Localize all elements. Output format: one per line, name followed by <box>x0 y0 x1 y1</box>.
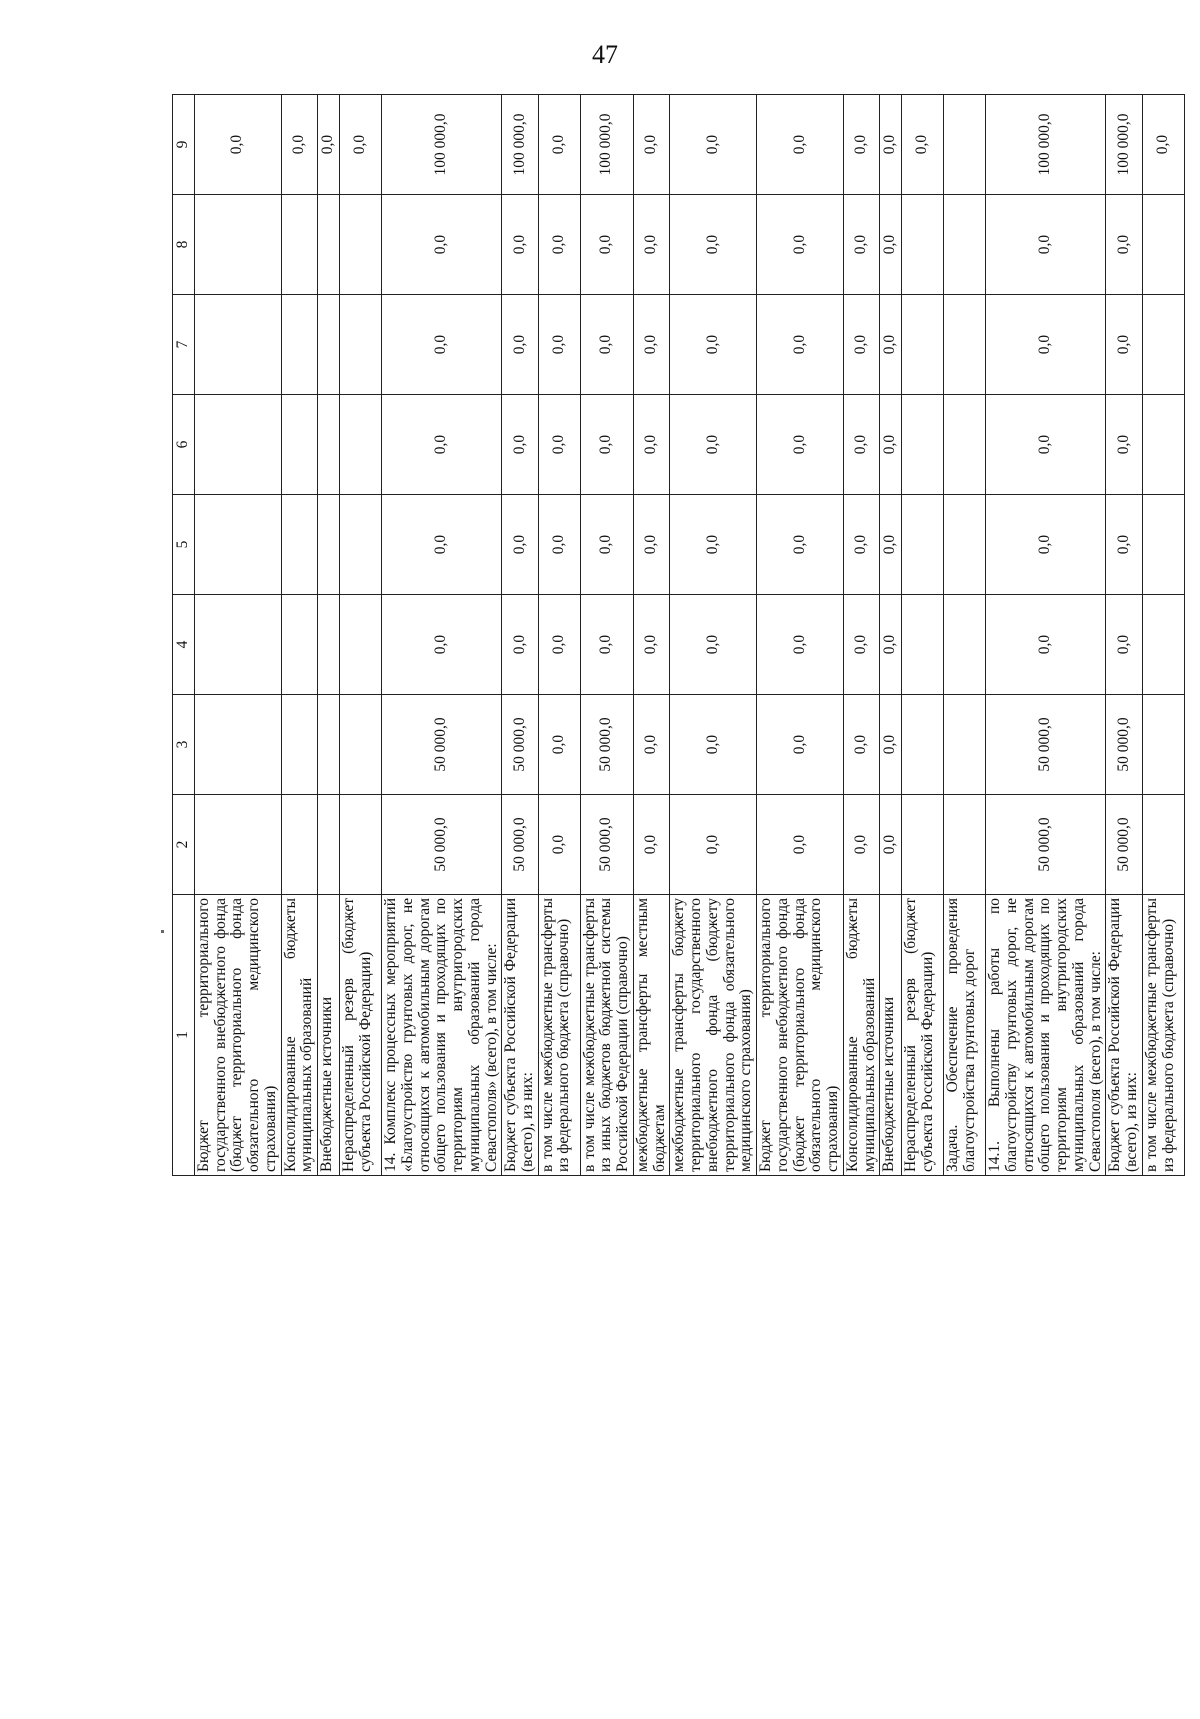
value-cell: 0,0 <box>757 795 844 895</box>
value-cell: 0,0 <box>843 495 879 595</box>
value-cell: 0,0 <box>1106 195 1142 295</box>
value-cell: 100 000,0 <box>1106 95 1142 195</box>
value-cell: 0,0 <box>880 695 902 795</box>
value-cell: 0,0 <box>580 395 633 495</box>
value-cell: 0,0 <box>538 295 580 395</box>
value-cell: 50 000,0 <box>1106 695 1142 795</box>
page-number: 47 <box>592 40 618 69</box>
row-label: Задача. Обеспечение проведения благоустройства грунтовых дорог <box>944 895 986 1176</box>
value-cell <box>902 495 944 595</box>
value-cell: 0,0 <box>670 195 757 295</box>
value-cell <box>340 195 382 295</box>
value-cell <box>281 795 317 895</box>
value-cell <box>318 395 340 495</box>
value-cell: 0,0 <box>502 595 538 695</box>
value-cell <box>1142 395 1184 495</box>
value-cell <box>902 295 944 395</box>
value-cell: 0,0 <box>670 295 757 395</box>
value-cell: 0,0 <box>633 195 669 295</box>
row-label: Бюджет территориального государственного внебюджетного фонда (бюджет территориального фонда обязательного медицинского страхования) <box>757 895 844 1176</box>
value-cell: 0,0 <box>1106 295 1142 395</box>
table-header-row <box>173 95 195 1176</box>
header-cell: 1 <box>173 895 195 1176</box>
value-cell: 0,0 <box>633 795 669 895</box>
value-cell: 0,0 <box>670 595 757 695</box>
table-row <box>580 95 633 1176</box>
value-cell: 0,0 <box>318 95 340 195</box>
value-cell: 0,0 <box>902 95 944 195</box>
value-cell: 0,0 <box>843 295 879 395</box>
value-cell <box>902 595 944 695</box>
value-cell <box>195 695 282 795</box>
table-row <box>902 95 944 1176</box>
value-cell: 0,0 <box>843 195 879 295</box>
value-cell: 0,0 <box>880 795 902 895</box>
row-label: в том числе межбюджетные трансферты из федерального бюджета (справочно) <box>538 895 580 1176</box>
value-cell: 50 000,0 <box>580 795 633 895</box>
value-cell: 0,0 <box>580 295 633 395</box>
value-cell: 0,0 <box>1142 95 1184 195</box>
value-cell: 50 000,0 <box>986 695 1106 795</box>
table-row <box>195 95 282 1176</box>
value-cell <box>318 595 340 695</box>
value-cell: 0,0 <box>843 795 879 895</box>
value-cell <box>318 695 340 795</box>
value-cell: 0,0 <box>880 395 902 495</box>
value-cell: 100 000,0 <box>382 95 502 195</box>
value-cell: 0,0 <box>538 695 580 795</box>
value-cell: 0,0 <box>382 395 502 495</box>
value-cell <box>340 395 382 495</box>
value-cell: 50 000,0 <box>580 695 633 795</box>
value-cell: 100 000,0 <box>986 95 1106 195</box>
value-cell <box>902 795 944 895</box>
value-cell: 0,0 <box>757 295 844 395</box>
value-cell: 0,0 <box>843 395 879 495</box>
value-cell: 0,0 <box>538 395 580 495</box>
value-cell: 0,0 <box>502 395 538 495</box>
value-cell: 0,0 <box>633 495 669 595</box>
value-cell: 0,0 <box>986 395 1106 495</box>
value-cell <box>1142 695 1184 795</box>
row-label: Внебюджетные источники <box>318 895 340 1176</box>
value-cell <box>318 495 340 595</box>
value-cell: 50 000,0 <box>502 695 538 795</box>
value-cell <box>195 795 282 895</box>
value-cell <box>340 795 382 895</box>
value-cell <box>195 495 282 595</box>
table-row <box>757 95 844 1176</box>
value-cell: 0,0 <box>340 95 382 195</box>
value-cell: 0,0 <box>281 95 317 195</box>
value-cell: 0,0 <box>633 295 669 395</box>
value-cell <box>944 495 986 595</box>
value-cell <box>902 395 944 495</box>
value-cell: 0,0 <box>986 195 1106 295</box>
value-cell <box>318 195 340 295</box>
value-cell: 0,0 <box>538 95 580 195</box>
value-cell: 0,0 <box>1106 495 1142 595</box>
value-cell: 100 000,0 <box>580 95 633 195</box>
value-cell <box>281 295 317 395</box>
scan-dot <box>161 930 164 933</box>
value-cell <box>340 695 382 795</box>
value-cell <box>1142 495 1184 595</box>
value-cell <box>281 695 317 795</box>
value-cell: 100 000,0 <box>502 95 538 195</box>
value-cell: 0,0 <box>382 595 502 695</box>
value-cell: 0,0 <box>538 595 580 695</box>
value-cell <box>318 795 340 895</box>
value-cell: 0,0 <box>757 595 844 695</box>
value-cell <box>944 595 986 695</box>
value-cell <box>944 295 986 395</box>
value-cell <box>902 195 944 295</box>
value-cell: 0,0 <box>670 695 757 795</box>
value-cell: 0,0 <box>880 295 902 395</box>
value-cell: 0,0 <box>757 95 844 195</box>
value-cell: 0,0 <box>670 395 757 495</box>
header-cell: 6 <box>173 395 195 495</box>
row-label: Консолидированные бюджеты муниципальных образований <box>843 895 879 1176</box>
value-cell: 0,0 <box>670 495 757 595</box>
value-cell: 0,0 <box>757 395 844 495</box>
value-cell: 0,0 <box>670 795 757 895</box>
value-cell <box>944 695 986 795</box>
value-cell: 0,0 <box>633 595 669 695</box>
header-cell: 8 <box>173 195 195 295</box>
value-cell: 0,0 <box>757 695 844 795</box>
value-cell: 0,0 <box>670 95 757 195</box>
value-cell <box>1142 795 1184 895</box>
value-cell <box>281 395 317 495</box>
value-cell: 0,0 <box>538 495 580 595</box>
row-label: Бюджет субъекта Российской Федерации (всего), из них: <box>1106 895 1142 1176</box>
table-row <box>502 95 538 1176</box>
value-cell: 0,0 <box>580 595 633 695</box>
value-cell: 50 000,0 <box>502 795 538 895</box>
table-row <box>986 95 1106 1176</box>
value-cell <box>281 495 317 595</box>
value-cell: 0,0 <box>382 195 502 295</box>
value-cell <box>1142 295 1184 395</box>
row-label: межбюджетные трансферты бюджету территориального государственного внебюджетного фонда (бюджету территориального фонда обязательного медицинского страхования) <box>670 895 757 1176</box>
value-cell <box>340 295 382 395</box>
header-cell: 7 <box>173 295 195 395</box>
value-cell: 0,0 <box>1106 595 1142 695</box>
value-cell: 0,0 <box>843 595 879 695</box>
value-cell: 0,0 <box>757 195 844 295</box>
value-cell: 0,0 <box>195 95 282 195</box>
table-row <box>880 95 902 1176</box>
value-cell: 0,0 <box>382 295 502 395</box>
value-cell: 0,0 <box>580 495 633 595</box>
value-cell: 50 000,0 <box>986 795 1106 895</box>
row-label: Бюджет территориального государственного внебюджетного фонда (бюджет территориального фонда обязательного медицинского страхования) <box>195 895 282 1176</box>
value-cell: 0,0 <box>986 495 1106 595</box>
header-cell: 3 <box>173 695 195 795</box>
value-cell: 0,0 <box>880 95 902 195</box>
value-cell: 0,0 <box>633 395 669 495</box>
value-cell <box>944 795 986 895</box>
table-row <box>1106 95 1142 1176</box>
value-cell <box>1142 595 1184 695</box>
value-cell <box>1142 195 1184 295</box>
value-cell: 0,0 <box>843 95 879 195</box>
value-cell <box>318 295 340 395</box>
table-row <box>382 95 502 1176</box>
row-label: межбюджетные трансферты местным бюджетам <box>633 895 669 1176</box>
header-cell: 9 <box>173 95 195 195</box>
value-cell <box>195 395 282 495</box>
value-cell: 0,0 <box>1106 395 1142 495</box>
value-cell: 0,0 <box>633 95 669 195</box>
value-cell: 0,0 <box>633 695 669 795</box>
table-row <box>340 95 382 1176</box>
value-cell <box>944 195 986 295</box>
value-cell <box>944 95 986 195</box>
value-cell: 50 000,0 <box>1106 795 1142 895</box>
value-cell <box>340 595 382 695</box>
table-row <box>538 95 580 1176</box>
value-cell: 0,0 <box>843 695 879 795</box>
row-label: 14.1. Выполнены работы по благоустройству грунтовых дорог, не относящихся к автомобильным дорогам общего пользования и проходящих по территориям внутригородских муниципальных образований города Севастополя (всего), в том числе: <box>986 895 1106 1176</box>
header-cell: 4 <box>173 595 195 695</box>
header-cell: 5 <box>173 495 195 595</box>
table-row <box>1142 95 1184 1176</box>
value-cell: 0,0 <box>502 295 538 395</box>
row-label: Консолидированные бюджеты муниципальных образований <box>281 895 317 1176</box>
row-label: Нераспределенный резерв (бюджет субъекта Российской Федерации) <box>340 895 382 1176</box>
value-cell: 0,0 <box>986 295 1106 395</box>
table-row <box>843 95 879 1176</box>
table-row <box>318 95 340 1176</box>
value-cell: 0,0 <box>986 595 1106 695</box>
row-label: в том числе межбюджетные трансферты из иных бюджетов бюджетной системы Российской Федерации (справочно) <box>580 895 633 1176</box>
value-cell: 0,0 <box>880 595 902 695</box>
value-cell: 0,0 <box>502 495 538 595</box>
row-label: в том числе межбюджетные трансферты из федерального бюджета (справочно) <box>1142 895 1184 1176</box>
value-cell: 50 000,0 <box>382 695 502 795</box>
value-cell: 0,0 <box>880 195 902 295</box>
row-label: Нераспределенный резерв (бюджет субъекта Российской Федерации) <box>902 895 944 1176</box>
value-cell <box>195 195 282 295</box>
value-cell <box>902 695 944 795</box>
table-row <box>281 95 317 1176</box>
value-cell <box>281 595 317 695</box>
value-cell: 0,0 <box>502 195 538 295</box>
value-cell: 0,0 <box>880 495 902 595</box>
row-label: Внебюджетные источники <box>880 895 902 1176</box>
value-cell: 0,0 <box>382 495 502 595</box>
budget-table <box>172 94 1185 1176</box>
value-cell: 0,0 <box>757 495 844 595</box>
table-row <box>633 95 669 1176</box>
value-cell: 50 000,0 <box>382 795 502 895</box>
table-body <box>195 95 1185 1176</box>
value-cell <box>281 195 317 295</box>
value-cell <box>195 295 282 395</box>
value-cell: 0,0 <box>538 195 580 295</box>
table-rotated-container <box>172 95 1177 1176</box>
value-cell: 0,0 <box>538 795 580 895</box>
value-cell <box>340 495 382 595</box>
value-cell <box>195 595 282 695</box>
table-row <box>944 95 986 1176</box>
row-label: 14. Комплекс процессных мероприятий «Благоустройство грунтовых дорог, не относящихся к автомобильным дорогам общего пользования и проходящих по территориям внутригородских муниципальных образований города Севастополя» (всего), в том числе: <box>382 895 502 1176</box>
value-cell <box>944 395 986 495</box>
table-row <box>670 95 757 1176</box>
row-label: Бюджет субъекта Российской Федерации (всего), из них: <box>502 895 538 1176</box>
value-cell: 0,0 <box>580 195 633 295</box>
header-cell: 2 <box>173 795 195 895</box>
